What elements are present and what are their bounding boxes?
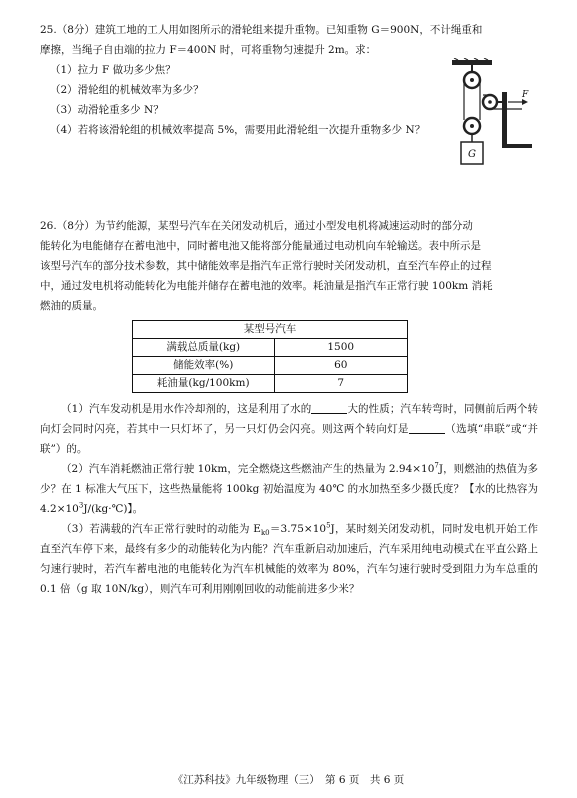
q26-intro-line-2: 能转化为电能储存在蓄电池中，同时蓄电池又能将部分能量通过电动机向车轮输送。表中所示是 [40, 240, 481, 252]
force-label: F [522, 90, 529, 100]
q26-intro-line-3: 该型号汽车的部分技术参数，其中储能效率是指汽车正常行驶时关闭发动机，直至汽车停止的过程 [40, 260, 492, 272]
q26-p3-subscript: k0 [260, 529, 270, 538]
q25-item-4: （4）若将该滑轮组的机械效率提高 5%，需要用此滑轮组一次提升重物多少 N？ [50, 124, 426, 136]
table-row [133, 339, 408, 357]
q26-intro-line-4: 中，通过发电机将动能转化为电能并储存在蓄电池的效率。耗油量是指汽车正常行驶 100km 消耗 [40, 280, 493, 292]
q26-p2-exponent-d: 3 [78, 501, 84, 510]
q26-p2-exponent-a: 7 [434, 461, 439, 470]
q26-p3-text-c: J，某时刻关闭发动机，同时发电机开始 [330, 523, 517, 535]
table-header: 某型号汽车 [133, 321, 408, 339]
wall-support [502, 92, 507, 148]
q26-p3-text-b: ＝3.75×10 [269, 523, 327, 535]
q25-stem-line-1: 25.（8分）建筑工地的工人用如图所示的滑轮组来提升重物。已知重物 G＝900N，不计绳重和 [40, 24, 483, 36]
table-cell-value: 1500 [274, 339, 408, 357]
q26-p2-text-e: J/(kg·℃)】。 [83, 503, 144, 515]
q26-part-3 [40, 519, 538, 599]
q26-p2-text-c: 为多少？在 1 标准大气压下，这些热量能将 100kg 初始温度为 40℃ 的水加热至多少摄氏度？【水 [40, 463, 538, 495]
ceiling-beam [452, 60, 492, 65]
q26-p1-text-d: （选填“串联”或“并联”）的。 [40, 423, 539, 455]
q26-intro-line-1: 26.（8分）为节约能源，某型号汽车在关闭发动机后，通过小型发电机将减速运动时的部分动 [40, 220, 473, 232]
q26-p2-text-d: 的比热容为 4.2×10 [40, 483, 539, 515]
q26-p3-text-a: （3）若满载的汽车正常行驶时的动能为 E [61, 523, 261, 535]
q26-p2-text-a: （2）汽车消耗燃油正常行驶 10km，完全燃烧这些燃油产生的热量为 2.94×10 [61, 463, 435, 475]
q25-item-3: （3）动滑轮重多少 N？ [50, 104, 164, 116]
q26-p2-text-b: J，则燃油的热值 [438, 463, 517, 475]
pulley-system-figure [452, 58, 532, 168]
table-row [133, 375, 408, 393]
q26-p3-exponent: 5 [326, 521, 331, 530]
q26-p1-text-c: 后两个转向灯会同时闪亮，若其中一只灯坏了，另一只灯仍会闪亮。则这两个转向灯是 [40, 403, 539, 435]
q26-intro-line-5: 燃油的质量。 [40, 300, 103, 312]
table-cell-label: 储能效率(%) [133, 357, 275, 375]
question-26 [40, 216, 538, 599]
table-cell-value: 60 [274, 357, 408, 375]
table-cell-value: 7 [274, 375, 408, 393]
q26-part-1 [40, 399, 538, 459]
table-cell-label: 满载总质量(kg) [133, 339, 275, 357]
table-cell-label: 耗油量(kg/100km) [133, 375, 275, 393]
q26-p1-text-b: 大的性质；汽车转弯时，同侧前 [347, 403, 496, 415]
q26-p1-text-a: （1）汽车发动机是用水作冷却剂的，这是利用了水的 [61, 403, 312, 415]
q26-p3-text-f: 时受到阻力为车总重的 0.1 倍（g 取 10N/kg），则汽车可利用刚刚回收的动能前进多少米？ [40, 563, 538, 595]
q26-p3-text-d: 工作直至汽车停下来，最终有多少的动能转化为内能？汽车重新启动加速后，汽车采用纯电动模式 [40, 523, 539, 555]
answer-blank-1[interactable] [311, 401, 347, 414]
car-spec-table [132, 320, 408, 393]
answer-blank-2[interactable] [409, 421, 445, 434]
q26-p3-text-e: 在平直公路上匀速行驶时，若汽车蓄电池的电能转化为汽车机械能的效率为 80%，汽车匀速行驶 [40, 543, 539, 575]
q25-stem-line-2: 摩擦，当绳子自由端的拉力 F＝400N 时，可将重物匀速提升 2m。求： [40, 44, 377, 56]
page-footer: 《江苏科技》九年级物理（三） 第 6 页 共 6 页 [172, 774, 405, 786]
weight-label: G [468, 149, 476, 160]
q25-item-2: （2）滑轮组的机械效率为多少？ [50, 84, 204, 96]
q26-part-2 [40, 459, 538, 519]
q25-item-1: （1）拉力 F 做功多少焦？ [50, 64, 176, 76]
table-row [133, 357, 408, 375]
